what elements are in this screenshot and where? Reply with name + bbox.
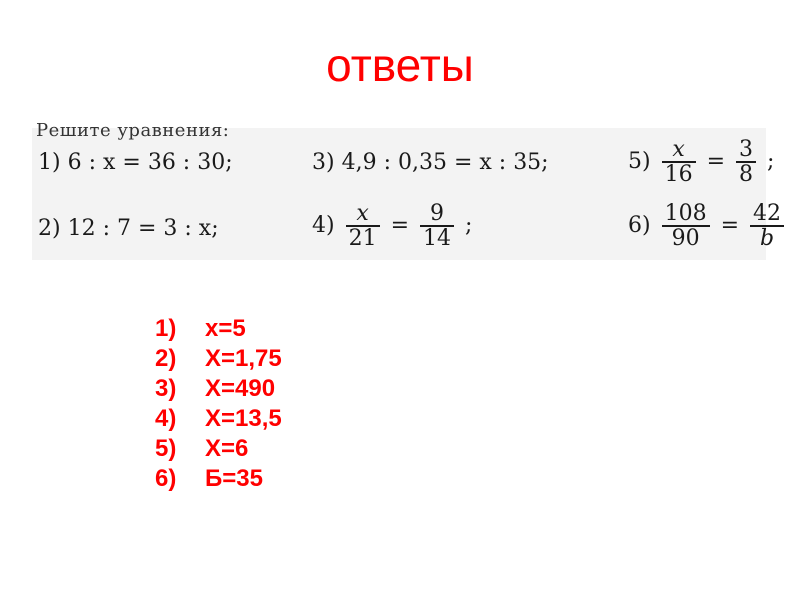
equation-2 xyxy=(38,216,219,241)
equals-sign: = xyxy=(706,149,726,175)
equation-6-fraction-right xyxy=(750,202,784,250)
answer-value: Х=6 xyxy=(205,435,249,462)
answer-marker: 3) xyxy=(155,375,177,402)
answer-value: x=5 xyxy=(205,315,246,342)
fraction-denominator: 8 xyxy=(739,162,754,188)
fraction-numerator: 9 xyxy=(420,202,454,227)
equals-sign: = xyxy=(720,213,740,239)
equation-6-label: 6) xyxy=(628,213,651,239)
fraction-numerator: x xyxy=(662,138,696,163)
fraction-denominator: 14 xyxy=(423,226,452,252)
equation-5-fraction-left xyxy=(662,138,696,186)
answer-value: Х=490 xyxy=(205,375,276,402)
answer-item-1 xyxy=(155,314,283,344)
equation-5-fraction-right xyxy=(736,138,756,186)
answer-item-3 xyxy=(155,374,283,404)
equation-5-label: 5) xyxy=(628,149,651,175)
equals-sign: = xyxy=(390,213,410,239)
equation-6-fraction-left xyxy=(662,202,710,250)
equation-1-label: 1) xyxy=(38,150,61,175)
answer-marker: 4) xyxy=(155,405,177,432)
equation-1 xyxy=(38,150,233,175)
fraction-numerator: x xyxy=(346,202,380,227)
equation-4 xyxy=(312,202,472,250)
equation-3-label: 3) xyxy=(312,150,335,175)
equation-4-label: 4) xyxy=(312,213,335,239)
equation-4-suffix: ; xyxy=(465,213,473,239)
slide-title: ответы xyxy=(326,39,474,91)
fraction-numerator: 108 xyxy=(662,202,710,227)
fraction-denominator: b xyxy=(759,226,775,252)
answer-value: Б=35 xyxy=(205,465,263,492)
task-equations-image xyxy=(32,120,782,260)
fraction-denominator: 16 xyxy=(664,162,693,188)
answer-item-5 xyxy=(155,434,283,464)
answer-marker: 2) xyxy=(155,345,177,372)
equation-1-text: 6 : x = 36 : 30; xyxy=(67,150,233,175)
answer-marker: 1) xyxy=(155,315,177,342)
answer-item-4 xyxy=(155,404,283,434)
fraction-denominator: 90 xyxy=(671,226,700,252)
answer-value: Х=1,75 xyxy=(205,345,282,372)
equation-6 xyxy=(628,202,788,250)
fraction-denominator: 21 xyxy=(348,226,377,252)
answer-marker: 5) xyxy=(155,435,177,462)
task-heading: Решите уравнения: xyxy=(36,120,230,141)
equation-3 xyxy=(312,150,549,175)
fraction-numerator: 3 xyxy=(736,138,756,163)
answer-item-6 xyxy=(155,464,283,494)
equation-2-text: 12 : 7 = 3 : x; xyxy=(67,216,219,241)
fraction-numerator: 42 xyxy=(750,202,784,227)
equation-5-suffix: ; xyxy=(767,149,775,175)
equation-5 xyxy=(628,138,774,186)
answer-value: Х=13,5 xyxy=(205,405,282,432)
equation-4-fraction-left xyxy=(346,202,380,250)
equation-2-label: 2) xyxy=(38,216,61,241)
answer-item-2 xyxy=(155,344,283,374)
equation-4-fraction-right xyxy=(420,202,454,250)
answers-list xyxy=(155,314,283,494)
answer-marker: 6) xyxy=(155,465,177,492)
equation-3-text: 4,9 : 0,35 = x : 35; xyxy=(341,150,549,175)
